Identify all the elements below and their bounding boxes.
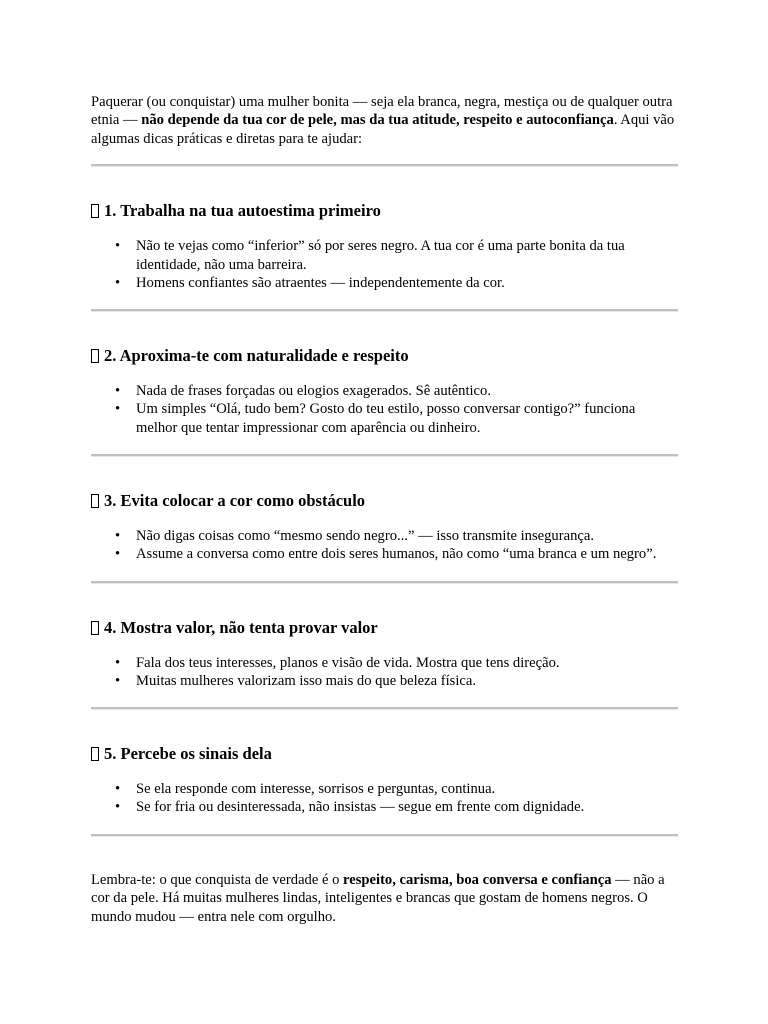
list-item <box>91 527 678 545</box>
section-title: 1. Trabalha na tua autoestima primeiro <box>104 201 381 221</box>
list-item <box>91 654 678 672</box>
list-item <box>91 400 678 437</box>
section-heading-3 <box>91 491 678 511</box>
closing-paragraph <box>91 871 678 926</box>
section-title: 2. Aproxima-te com naturalidade e respeito <box>104 346 409 366</box>
bullet-icon: • <box>115 672 121 689</box>
bullet-list <box>91 780 678 817</box>
missing-glyph-icon <box>91 204 99 218</box>
list-item <box>91 780 678 798</box>
missing-glyph-icon <box>91 349 99 363</box>
list-item-text: Um simples “Olá, tudo bem? Gosto do teu estilo, posso conversar contigo?” funciona melhor que tentar impressionar com aparência ou dinheiro. <box>136 401 636 436</box>
section-title: 3. Evita colocar a cor como obstáculo <box>104 491 366 510</box>
list-item <box>91 672 678 690</box>
intro-text: Paquerar (ou conquistar) uma mulher bonita — seja ela branca, negra, mestiça ou de qualquer outra etnia — <box>91 94 673 129</box>
list-item <box>91 382 678 400</box>
bullet-icon: • <box>115 238 121 255</box>
intro-text-end: . Aqui vão algumas dicas práticas e diretas para te ajudar: <box>91 112 675 147</box>
bullet-list <box>91 382 678 437</box>
bullet-icon: • <box>115 528 121 544</box>
closing-text-end: — não a cor da pele. Há muitas mulheres lindas, inteligentes e brancas que gostam de homens negros. O mundo mudou — entra nele com orgulho. <box>91 871 665 925</box>
list-item <box>91 545 678 563</box>
list-item-text: Assume a conversa como entre dois seres humanos, não como “uma branca e um negro”. <box>136 546 657 563</box>
divider <box>91 834 678 837</box>
missing-glyph-icon <box>91 621 99 635</box>
closing-text: Lembra-te: o que conquista de verdade é o <box>91 871 344 888</box>
bullet-icon: • <box>115 781 121 798</box>
list-item <box>91 274 678 292</box>
bullet-icon: • <box>115 546 121 563</box>
section-heading-1 <box>91 201 678 221</box>
intro-paragraph <box>91 93 678 148</box>
section-heading-2 <box>91 346 678 366</box>
divider <box>91 454 678 457</box>
list-item <box>91 798 678 816</box>
document-page <box>91 93 678 926</box>
bullet-icon: • <box>115 799 121 816</box>
missing-glyph-icon <box>91 747 99 761</box>
bullet-list <box>91 654 678 691</box>
bullet-icon: • <box>115 383 121 400</box>
missing-glyph-icon <box>91 494 99 508</box>
list-item <box>91 237 678 274</box>
section-heading-5 <box>91 744 678 764</box>
section-heading-4 <box>91 618 678 638</box>
divider <box>91 164 678 167</box>
list-item-text: Fala dos teus interesses, planos e visão de vida. Mostra que tens direção. <box>136 654 560 671</box>
list-item-text: Nada de frases forçadas ou elogios exagerados. Sê autêntico. <box>136 383 491 400</box>
list-item-text: Homens confiantes são atraentes — independentemente da cor. <box>136 274 505 291</box>
section-title: 5. Percebe os sinais dela <box>104 744 272 764</box>
bullet-icon: • <box>115 401 121 418</box>
list-item-text: Se for fria ou desinteressada, não insistas — segue em frente com dignidade. <box>136 799 585 816</box>
closing-bold-text: respeito, carisma, boa conversa e confiança <box>343 871 612 888</box>
list-item-text: Se ela responde com interesse, sorrisos e perguntas, continua. <box>136 781 496 798</box>
intro-bold-text: não depende da tua cor de pele, mas da tua atitude, respeito e autoconfiança <box>141 112 614 129</box>
section-title: 4. Mostra valor, não tenta provar valor <box>104 617 378 637</box>
bullet-icon: • <box>115 274 121 291</box>
list-item-text: Muitas mulheres valorizam isso mais do que beleza física. <box>136 672 477 689</box>
divider <box>91 581 678 584</box>
list-item-text: Não digas coisas como “mesmo sendo negro...” — isso transmite insegurança. <box>136 528 594 544</box>
divider <box>91 707 678 710</box>
bullet-list <box>91 237 678 292</box>
list-item-text: Não te vejas como “inferior” só por seres negro. A tua cor é uma parte bonita da tua identidade, não uma barreira. <box>136 238 625 273</box>
bullet-list <box>91 527 678 564</box>
bullet-icon: • <box>115 654 121 671</box>
divider <box>91 309 678 312</box>
